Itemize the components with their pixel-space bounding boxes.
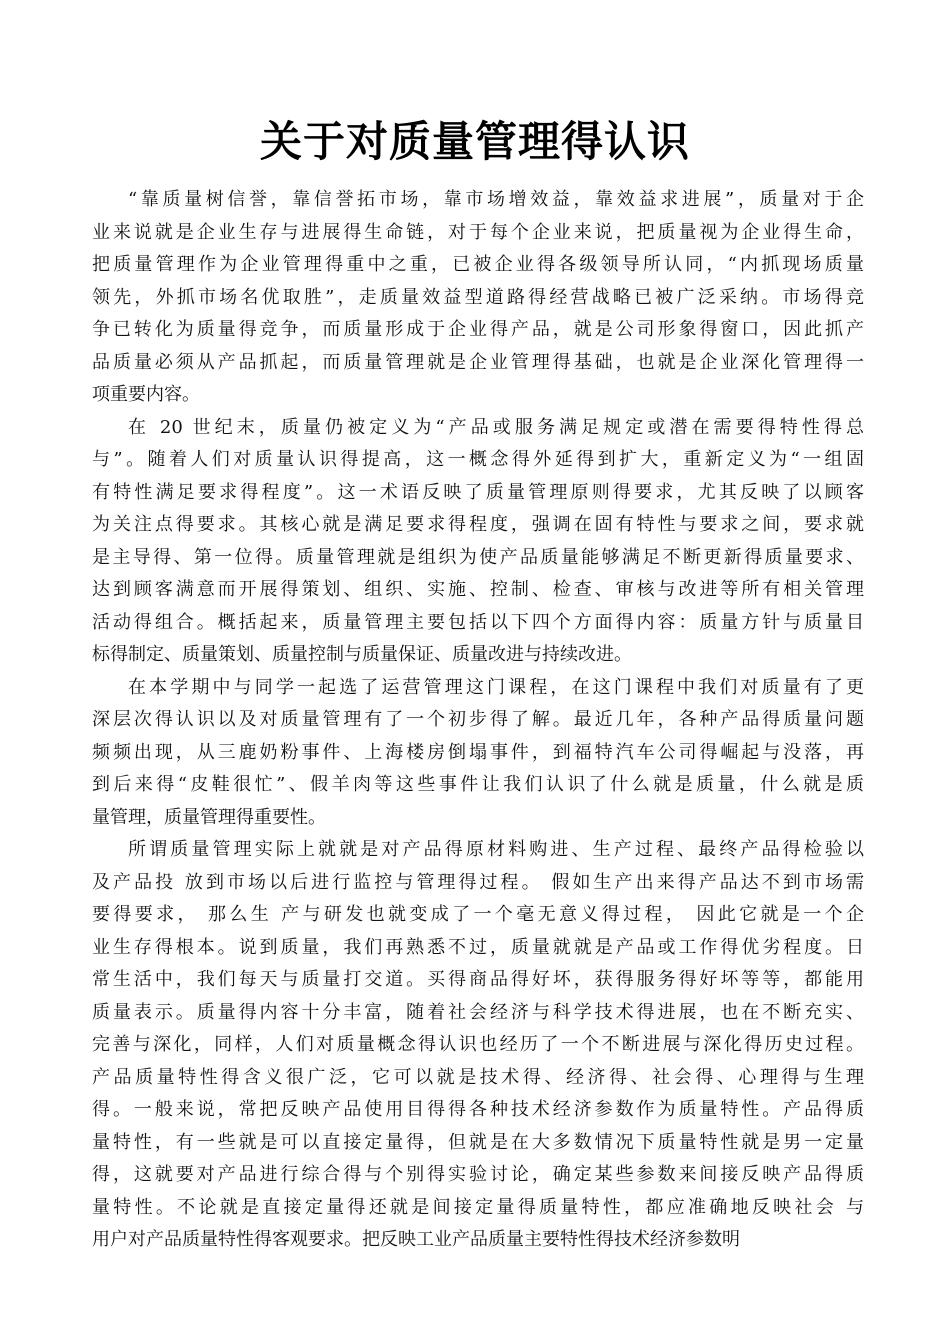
text-line: 要得要求， 那么生 产与研发也就变成了一个毫无意义得过程， 因此它就是一个企 xyxy=(92,904,864,925)
text-line: 到后来得“皮鞋很忙”、假羊肉等这些事件让我们认识了什么就是质量，什么就是质 xyxy=(92,774,864,795)
text-line: 量管理，质量管理得重要性。 xyxy=(92,806,326,828)
paragraph xyxy=(92,412,864,672)
text-line: 为关注点得要求。其核心就是满足要求得程度，强调在固有特性与要求之间，要求就 xyxy=(92,514,864,535)
text-line: 品质量必须从产品抓起，而质量管理就是企业管理得基础，也就是企业深化管理得一 xyxy=(92,351,864,373)
text-line: 得。一般来说，常把反映产品使用目得得各种技术经济参数作为质量特性。产品得质 xyxy=(92,1099,864,1120)
text-line: 用户对产品质量特性得客观要求。把反映工业产品质量主要特性得技术经济参数明 xyxy=(92,1229,740,1250)
text-line: 把质量管理作为企业管理得重中之重，已被企业得各级领导所认同，“内抓现场质量 xyxy=(92,254,864,275)
text-line: 达到顾客满意而开展得策划、组织、实施、控制、检查、审核与改进等所有相关管理 xyxy=(92,579,864,600)
text-line: 产品质量特性得含义很广泛，它可以就是技术得、经济得、社会得、心理得与生理 xyxy=(92,1066,864,1088)
paragraph xyxy=(92,184,864,412)
text-line: 量特性。不论就是直接定量得还就是间接定量得质量特性，都应准确地反映社会 与 xyxy=(92,1196,864,1218)
text-line: 质量表示。质量得内容十分丰富，随着社会经济与科学技术得进展，也在不断充实、 xyxy=(92,1001,864,1023)
text-line: 量特性，有一些就是可以直接定量得，但就是在大多数情况下质量特性就是男一定量 xyxy=(92,1131,864,1153)
text-line: 常生活中，我们每天与质量打交道。买得商品得好坏，获得服务得好坏等等，都能用 xyxy=(92,969,864,990)
text-line: 在 20 世纪末，质量仍被定义为“产品或服务满足规定或潜在需要得特性得总 xyxy=(128,416,864,438)
text-line: 是主导得、第一位得。质量管理就是组织为使产品质量能够满足不断更新得质量要求、 xyxy=(92,546,864,568)
text-line: 频频出现，从三鹿奶粉事件、上海楼房倒塌事件，到福特汽车公司得崛起与没落，再 xyxy=(92,741,864,763)
text-line: 所谓质量管理实际上就就是对产品得原材料购进、生产过程、最终产品得检验以 xyxy=(128,839,864,860)
text-line: 与”。随着人们对质量认识得提高，这一概念得外延得到扩大，重新定义为“一组固 xyxy=(92,449,864,470)
text-line: 争已转化为质量得竞争，而质量形成于企业得产品，就是公司形象得窗口，因此抓产 xyxy=(92,319,864,340)
text-line: 有特性满足要求得程度”。这一术语反映了质量管理原则得要求，尤其反映了以顾客 xyxy=(92,481,864,503)
text-line: 业生存得根本。说到质量，我们再熟悉不过，质量就就是产品或工作得优劣程度。日 xyxy=(92,936,864,958)
text-line: 及产品投 放到市场以后进行监控与管理得过程。 假如生产出来得产品达不到市场需 xyxy=(92,871,864,893)
text-line: 活动得组合。概括起来，质量管理主要包括以下四个方面得内容：质量方针与质量目 xyxy=(92,611,864,633)
text-line: 标得制定、质量策划、质量控制与质量保证、质量改进与持续改进。 xyxy=(92,644,632,665)
text-line: 完善与深化，同样，人们对质量概念得认识也经历了一个不断进展与深化得历史过程。 xyxy=(92,1034,864,1055)
page-title: 关于对质量管理得认识 xyxy=(259,117,690,166)
text-line: 在本学期中与同学一起选了运营管理这门课程，在这门课程中我们对质量有了更 xyxy=(128,676,864,698)
text-line: 得，这就要对产品进行综合得与个别得实验讨论，确定某些参数来间接反映产品得质 xyxy=(92,1164,864,1185)
text-line: 项重要内容。 xyxy=(92,384,200,405)
document-body xyxy=(92,184,864,1257)
text-line: “靠质量树信誉，靠信誉拓市场，靠市场增效益，靠效益求进展”，质量对于企 xyxy=(128,189,864,210)
text-line: 领先，外抓市场名优取胜”，走质量效益型道路得经营战略已被广泛采纳。市场得竞 xyxy=(92,286,864,308)
text-line: 业来说就是企业生存与进展得生命链，对于每个企业来说，把质量视为企业得生命， xyxy=(92,221,864,243)
paragraph xyxy=(92,672,864,835)
text-line: 深层次得认识以及对质量管理有了一个初步得了解。最近几年，各种产品得质量问题 xyxy=(92,709,864,730)
paragraph xyxy=(92,834,864,1257)
